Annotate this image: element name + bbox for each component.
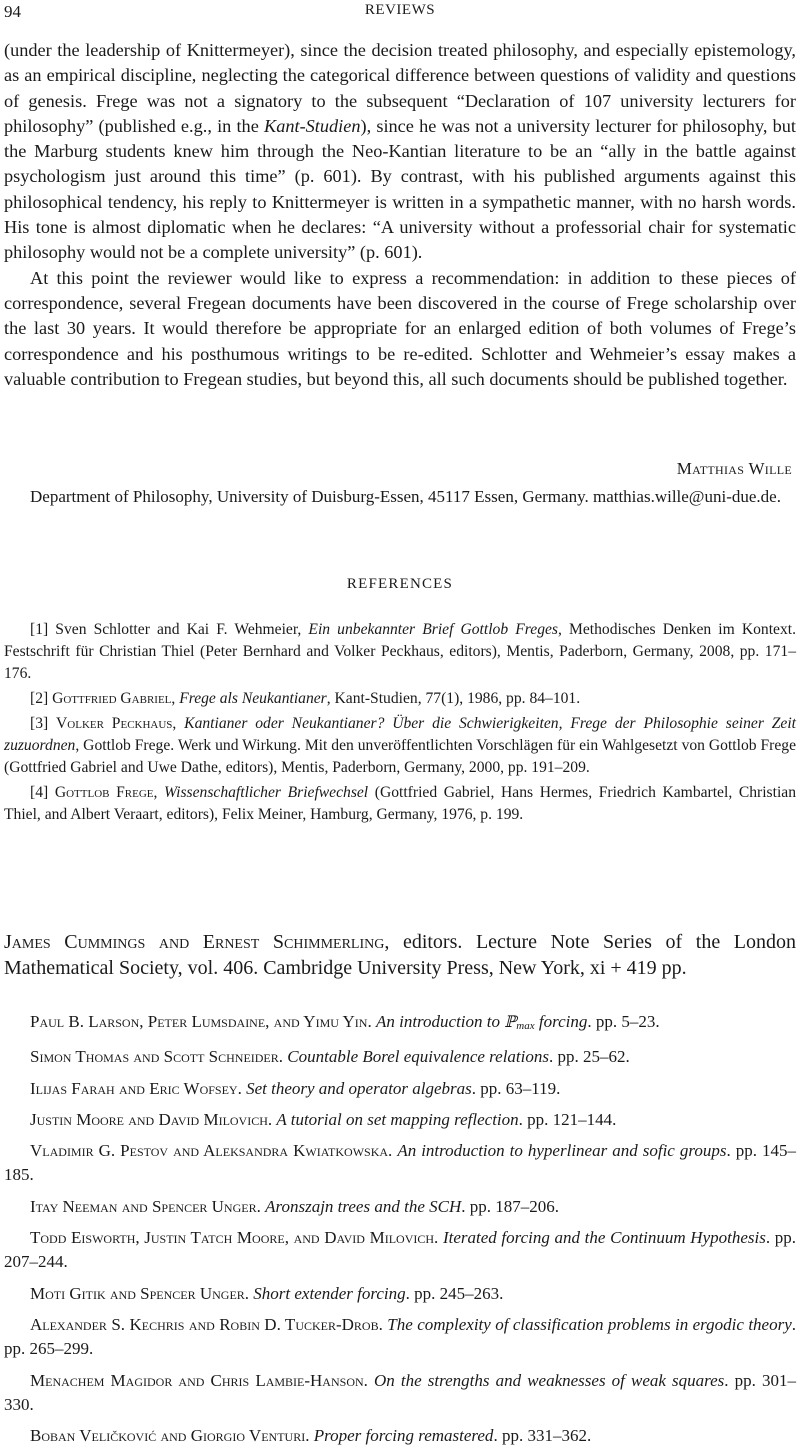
running-title: REVIEWS [364, 2, 436, 18]
reference-title: Frege als Neukantianer [179, 690, 327, 707]
contents-entry [4, 1424, 796, 1448]
contents-entry [4, 1139, 796, 1188]
reference-number: [4] [30, 784, 49, 801]
pmax-subscript: max [516, 1020, 535, 1032]
body-paragraph-2: At this point the reviewer would like to express a recommendation: in addition to these pieces of correspondence, several Fregean documents have been discovered in the course of Frege scholarship over the last 30 years. It would therefore be appropriate for an enlarged edition of both volumes of Frege’s correspondence and his posthumous writings to be re-edited. Schlotter and Wehmeier’s essay makes a valuable contribution to Fregean studies, but beyond this, all such documents should be published together. [4, 267, 796, 389]
pmax-symbol: ℙ [504, 1012, 517, 1031]
entry-title: On the strengths and weaknesses of weak squares [374, 1370, 725, 1390]
affiliation-text: Department of Philosophy, University of Duisburg-Essen, 45117 Essen, Germany. [30, 487, 589, 506]
reference-title: Ein unbekannter Brief Gottlob Freges [308, 621, 558, 638]
entry-pages: . pp. 5–23. [587, 1012, 660, 1031]
contents-entry [4, 1010, 796, 1038]
entry-pages: . pp. 245–263. [405, 1283, 504, 1303]
entry-pages: . pp. 25–62. [549, 1047, 630, 1067]
entry-title: Aronszajn trees and the SCH [265, 1196, 462, 1216]
review-body [4, 38, 796, 392]
reference-authors: Gottlob Frege [54, 784, 154, 801]
entry-pages: . pp. 121–144. [518, 1109, 617, 1129]
references-heading: REFERENCES [346, 576, 454, 592]
entry-title: Countable Borel equivalence relations [287, 1047, 549, 1067]
entry-pages: . pp. 207–244. [4, 1228, 797, 1272]
entry-title-pre: An introduction to [375, 1012, 505, 1031]
reviewer-affiliation [4, 484, 796, 509]
contents-entry [4, 1108, 796, 1132]
reference-number: [3] [30, 715, 49, 732]
entry-title-post: forcing [534, 1012, 588, 1031]
entry-title: Iterated forcing and the Continuum Hypothesis [442, 1228, 766, 1248]
page-number: 94 [4, 2, 21, 21]
entry-title: An introduction to hyperlinear and sofic groups [397, 1141, 727, 1161]
reference-details: , Gottlob Frege. Werk und Wirkung. Mit den unveröffentlichten Vorschlägen für ein Wahlgesetzt von Gottlob Frege (Gottfried Gabriel and Uwe Dathe, editors), Mentis, Paderborn, Germany, 2000, pp. 191–209. [4, 737, 796, 776]
kant-studien-italic: Kant-Studien [264, 115, 361, 136]
entry-authors: Justin Moore and David Milovich. [30, 1109, 273, 1129]
contents-entry [4, 1226, 796, 1275]
entry-pages: . pp. 301–330. [4, 1370, 797, 1414]
reference-number: [2] [30, 690, 49, 707]
contents-entry [4, 1195, 796, 1219]
reference-details: , Kant-Studien, 77(1), 1986, pp. 84–101. [326, 690, 581, 707]
contents-entry [4, 1282, 796, 1306]
reference-item: [2] Gottfried Gabriel, Frege als Neukantianer, Kant-Studien, 77(1), 1986, pp. 84–101. [30, 690, 581, 707]
entry-pages: . pp. 145–185. [4, 1141, 796, 1185]
entry-pages: . pp. 265–299. [4, 1314, 797, 1359]
entry-authors: Ilijas Farah and Eric Wofsey. [30, 1078, 242, 1098]
page-header [4, 2, 796, 22]
entry-authors: Paul B. Larson, Peter Lumsdaine, and Yimu Yin. [30, 1012, 372, 1031]
entry-authors: Moti Gitik and Spencer Unger. [30, 1283, 250, 1303]
reference-title: Kantianer oder Neukantianer? Über die Schwierigkeiten, Frege der Philosophie seiner Zeit zuzuordnen [4, 715, 796, 754]
paragraph-1-text: (under the leadership of Knittermeyer), since the decision treated philosophy, and especially epistemology, as an empirical discipline, neglecting the categorical difference between questions of validity and questions of genesis. Frege was not a signatory to the subsequent “Declaration of 107 university lecturers for philosophy” (published e.g., in the [4, 40, 796, 136]
entry-pages: . pp. 187–206. [461, 1196, 559, 1216]
reviewer-name: Matthias Wille [676, 459, 792, 478]
reference-title: Wissenschaftlicher Briefwechsel [164, 784, 369, 801]
entry-title: A tutorial on set mapping reflection [276, 1109, 519, 1129]
paragraph-1-end: ), since he was not a university lecturer for philosophy, but the Marburg students knew him through the Neo-Kantian literature to be an “ally in the battle against psychologism just around this time” (p. 601). By contrast, with his published arguments against this philosophical tendency, his reply to Knittermeyer is written in a sympathetic manner, with no harsh words. His tone is almost diplomatic when he declares: “A university without a professorial chair for systematic philosophy would not be a complete university” (p. 601). [4, 115, 796, 263]
entry-authors: Simon Thomas and Scott Schneider. [30, 1047, 284, 1067]
body-paragraph-1 [4, 38, 796, 266]
entry-authors: Todd Eisworth, Justin Tatch Moore, and David Milovich. [30, 1228, 439, 1248]
entry-pages: . pp. 331–362. [493, 1426, 592, 1446]
entry-title: Proper forcing remastered [313, 1426, 494, 1446]
entry-authors: Vladimir G. Pestov and Aleksandra Kwiatkowska. [30, 1141, 393, 1161]
reference-item: [3] Volker Peckhaus, Kantianer oder Neukantianer? Über die Schwierigkeiten, Frege der Philosophie seiner Zeit zuzuordnen, Gottlob Frege. Werk und Wirkung. Mit den unveröffentlichten Vorschlägen für ein Wahlgesetzt von Gottlob Frege (Gottfried Gabriel and Uwe Dathe, editors), Mentis, Paderborn, Germany, 2000, pp. 191–209. [4, 715, 796, 776]
reference-authors: Volker Peckhaus [56, 715, 173, 732]
entry-title [376, 1012, 587, 1031]
entry-authors: Itay Neeman and Spencer Unger. [30, 1196, 261, 1216]
entry-title: Short extender forcing [253, 1283, 406, 1303]
entry-authors: Boban Veličković and Giorgio Venturi. [30, 1426, 310, 1446]
contents-entry [4, 1045, 796, 1069]
entry-title: Set theory and operator algebras [246, 1078, 472, 1098]
book-heading [4, 930, 796, 981]
reference-authors: Gottfried Gabriel [52, 690, 172, 707]
contents-entry [4, 1313, 796, 1362]
entry-pages: . pp. 63–119. [471, 1078, 561, 1098]
reference-number: [1] [30, 621, 49, 638]
reference-item: [4] Gottlob Frege, Wissenschaftlicher Briefwechsel (Gottfried Gabriel, Hans Hermes, Friedrich Kambartel, Christian Thiel, and Albert Veraart, editors), Felix Meiner, Hamburg, Germany, 1976, p. 199. [4, 784, 797, 823]
book-details: , editors. Lecture Note Series of the London Mathematical Society, vol. 406. Cambridge University Press, New York, xi + 419 pp. [4, 931, 796, 979]
reviewer-email[interactable]: matthias.wille@uni-due.de. [592, 487, 781, 506]
reference-details: , Methodisches Denken im Kontext. Festschrift für Christian Thiel (Peter Bernhard and Volker Peckhaus, editors), Mentis, Paderborn, Germany, 2008, pp. 171–176. [4, 621, 796, 682]
references-list [4, 619, 796, 829]
reference-details: (Gottfried Gabriel, Hans Hermes, Friedrich Kambartel, Christian Thiel, and Albert Veraart, editors), Felix Meiner, Hamburg, Germany, 1976, p. 199. [4, 784, 797, 823]
book-editors: James Cummings and Ernest Schimmerling [4, 931, 385, 953]
entry-title: The complexity of classification problems in ergodic theory [387, 1314, 792, 1334]
entry-authors: Menachem Magidor and Chris Lambie-Hanson. [30, 1370, 368, 1390]
reference-authors: Sven Schlotter and Kai F. Wehmeier, [55, 621, 309, 638]
contents-entry [4, 1369, 796, 1418]
contents-entry [4, 1077, 796, 1101]
reference-item [4, 619, 796, 685]
entry-authors: Alexander S. Kechris and Robin D. Tucker-Drob. [30, 1314, 383, 1334]
contents-list [4, 1010, 796, 1455]
